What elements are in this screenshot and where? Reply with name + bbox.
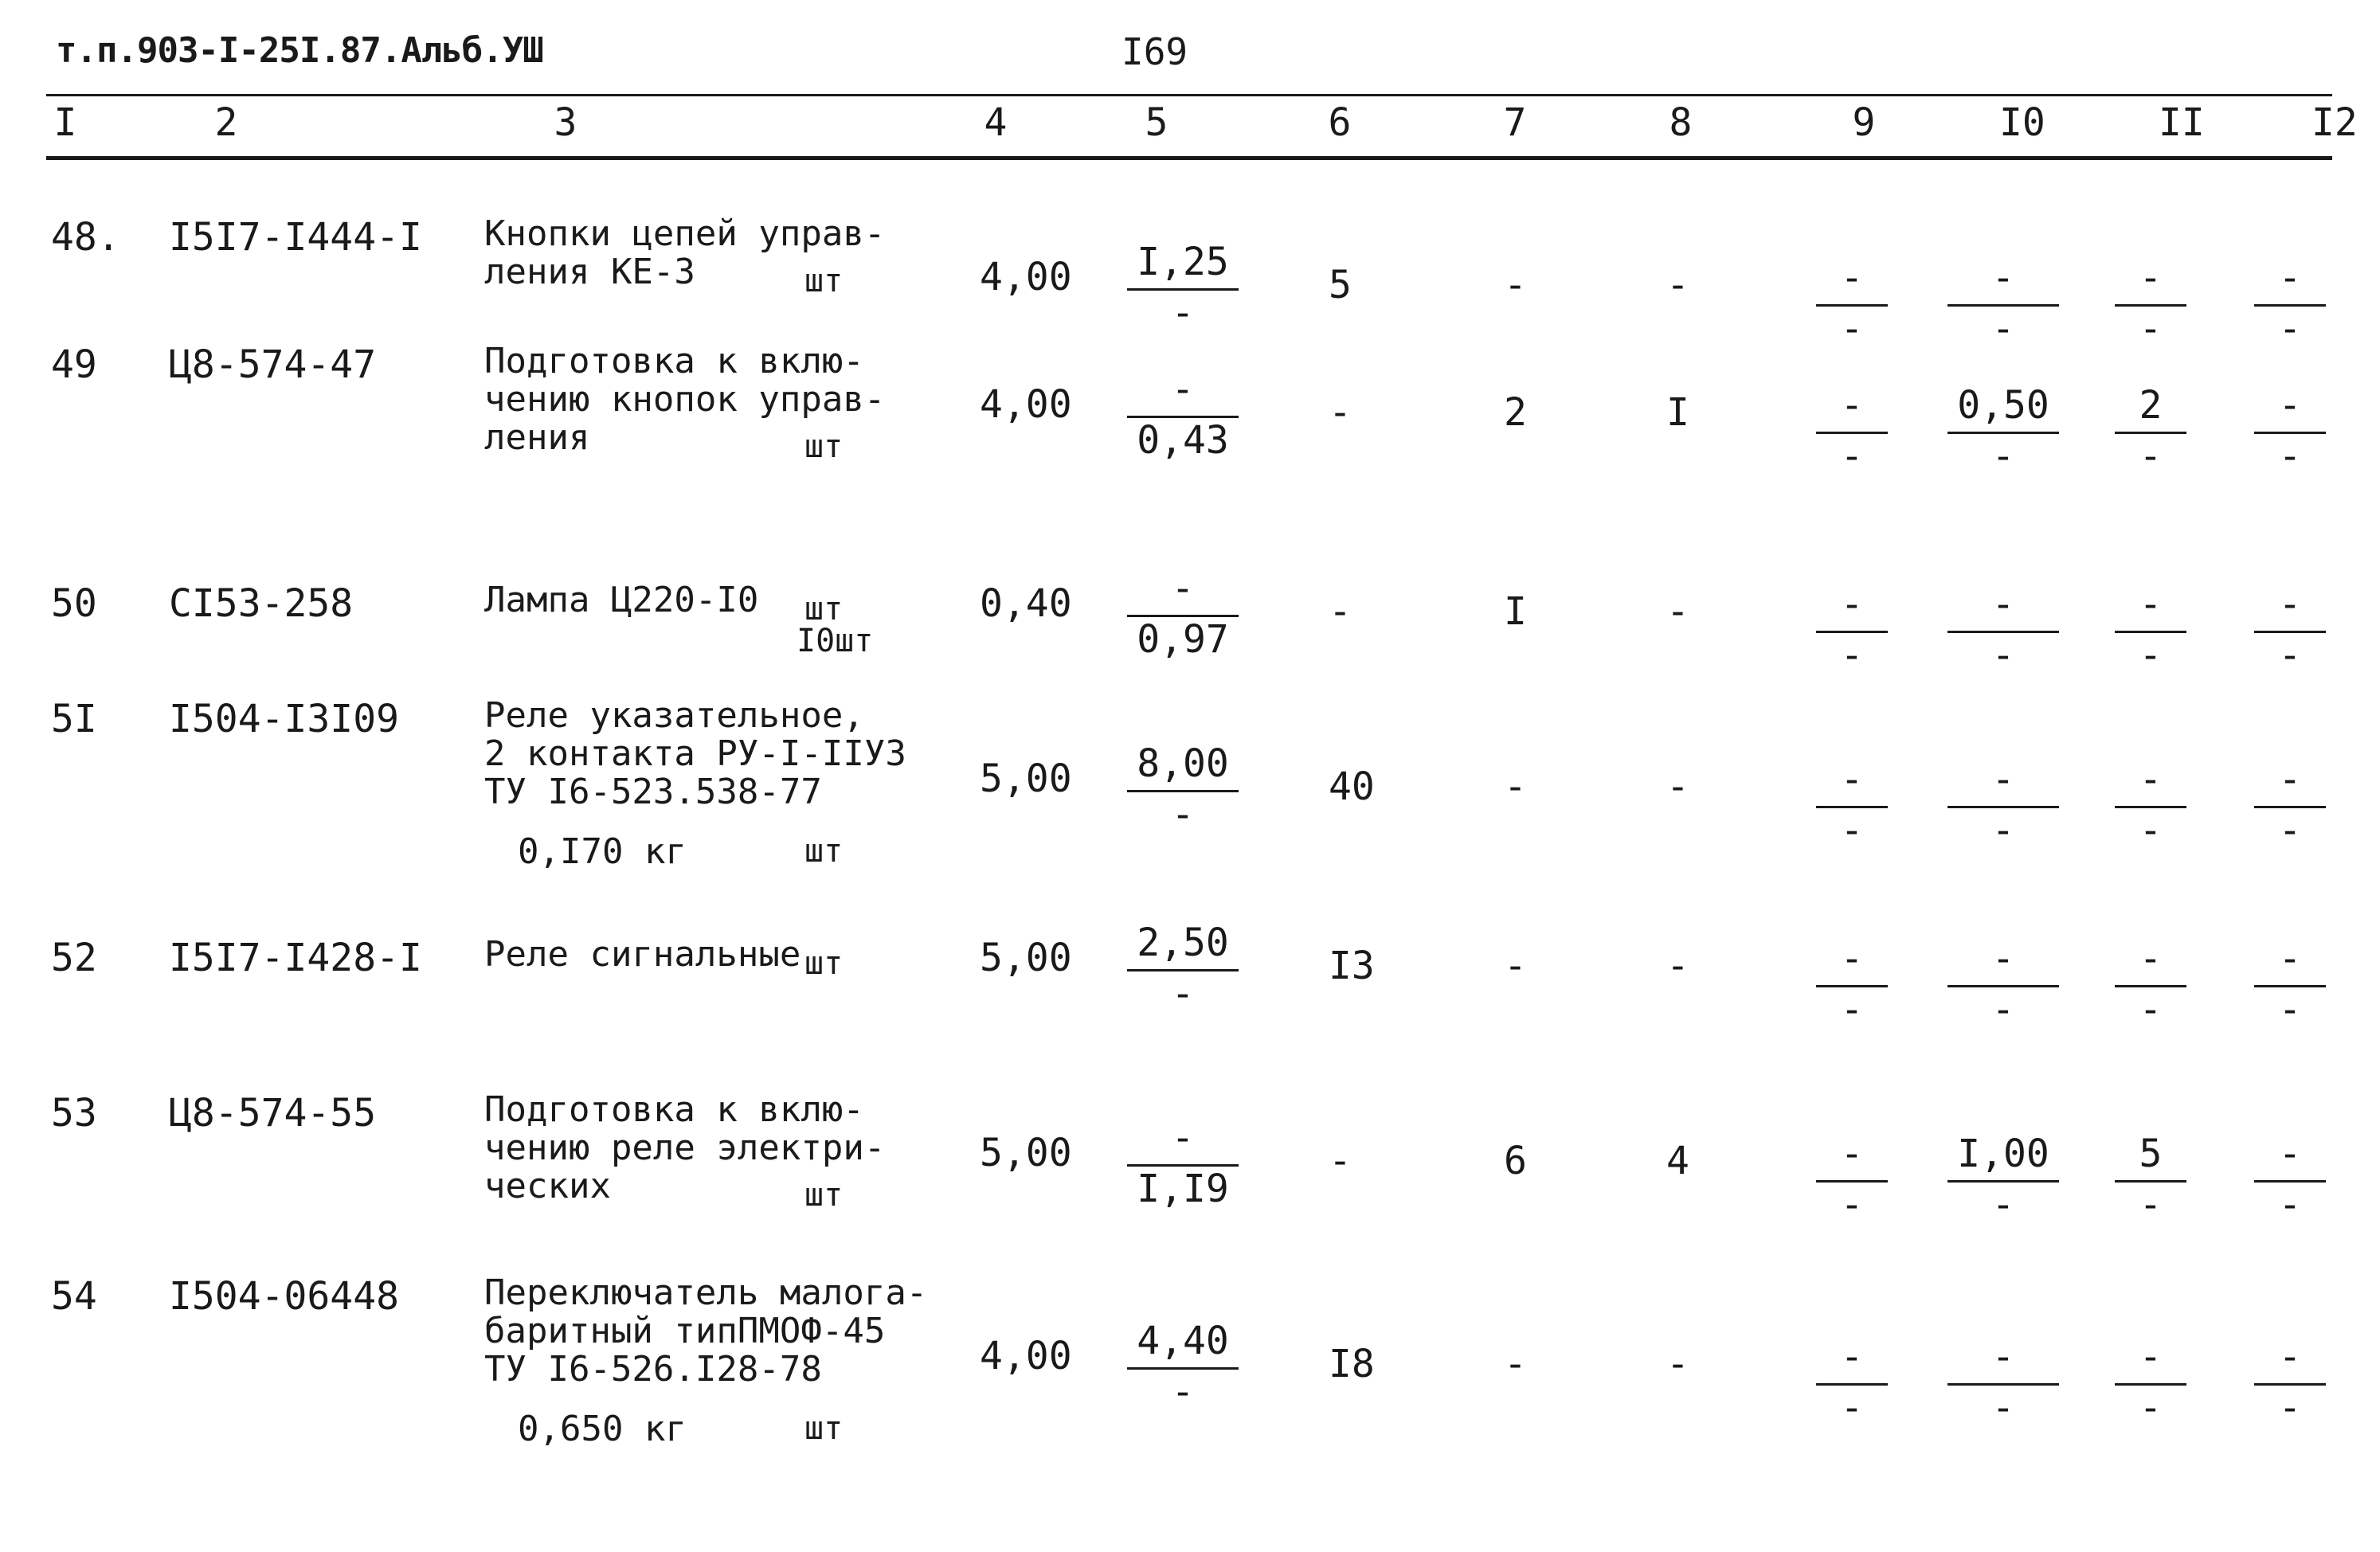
row-number: 54 — [51, 1274, 97, 1319]
col10-fraction-numerator: - — [1991, 1335, 2015, 1379]
col5-fraction — [1127, 920, 1239, 1015]
column-header-4: 4 — [984, 100, 1008, 145]
row-number: 52 — [51, 936, 97, 980]
col10-fraction-numerator: - — [1991, 582, 2015, 627]
col4-value: 5,00 — [980, 756, 1072, 801]
column-header-12: I2 — [2311, 100, 2358, 145]
item-description-line: 2 контакта РУ-I-IIУЗ — [484, 733, 906, 774]
col9-fraction — [1816, 255, 1888, 350]
col11-fraction — [2115, 581, 2186, 677]
col9-fraction-numerator: - — [1840, 1132, 1864, 1176]
item-description-line: Переключатель малога- — [484, 1272, 928, 1313]
col7-value: - — [1504, 263, 1527, 307]
col10-fraction-denominator: - — [1991, 1386, 2015, 1430]
item-description-line: ления КЕ-3 — [484, 252, 695, 292]
page-number: I69 — [1121, 30, 1188, 73]
col10-fraction-denominator: - — [1991, 633, 2015, 678]
col11-fraction-denominator: - — [2139, 434, 2163, 479]
col8-value: 4 — [1666, 1139, 1689, 1183]
col9-fraction — [1816, 1334, 1888, 1429]
col7-value: - — [1504, 944, 1527, 988]
col12-fraction-denominator: - — [2278, 434, 2302, 479]
column-header-2: 2 — [214, 100, 238, 145]
unit-label: шт — [804, 1410, 844, 1447]
row-number: 48. — [51, 215, 120, 260]
document-code: т.п.903-I-25I.87.Альб.УШ — [56, 30, 543, 71]
header-bottom-rule — [46, 156, 2332, 160]
col5-fraction — [1127, 1115, 1239, 1210]
row-number: 53 — [51, 1091, 97, 1136]
item-description-line: баритный типПМОФ-45 — [484, 1311, 886, 1351]
col11-fraction — [2115, 756, 2186, 852]
col4-value: 4,00 — [980, 382, 1072, 427]
col5-fraction-numerator: - — [1171, 1116, 1195, 1160]
col10-fraction — [1947, 382, 2059, 478]
col11-fraction — [2115, 1131, 2186, 1226]
col5-fraction-denominator: I,I9 — [1137, 1167, 1229, 1211]
col9-fraction-numerator: - — [1840, 256, 1864, 300]
col9-fraction-numerator: - — [1840, 757, 1864, 802]
col10-fraction — [1947, 1334, 2059, 1429]
col11-fraction-numerator: - — [2139, 757, 2163, 802]
col12-fraction-numerator: - — [2278, 757, 2302, 802]
col10-fraction — [1947, 255, 2059, 350]
col11-fraction — [2115, 936, 2186, 1031]
col11-fraction-numerator: - — [2139, 1335, 2163, 1379]
col10-fraction-numerator: - — [1991, 757, 2015, 802]
col4-value: 5,00 — [980, 936, 1072, 980]
col9-fraction-numerator: - — [1840, 582, 1864, 627]
col12-fraction — [2254, 1334, 2326, 1429]
column-header-9: 9 — [1852, 100, 1876, 145]
column-header-8: 8 — [1669, 100, 1693, 145]
item-code: I5I7-I444-I — [169, 215, 422, 260]
col5-fraction-numerator: 2,50 — [1137, 921, 1229, 965]
col10-fraction-denominator: - — [1991, 1183, 2015, 1227]
col9-fraction — [1816, 581, 1888, 677]
col4-value: 4,00 — [980, 1334, 1072, 1378]
item-description-line: Реле сигнальные — [484, 934, 801, 975]
item-weight: 0,650 кг — [518, 1409, 687, 1449]
col9-fraction — [1816, 1131, 1888, 1226]
col10-fraction — [1947, 581, 2059, 677]
col5-fraction-denominator: - — [1171, 792, 1195, 837]
col11-fraction-denominator: - — [2139, 1386, 2163, 1430]
col10-fraction-numerator: - — [1991, 936, 2015, 981]
col5-fraction-denominator: - — [1171, 1370, 1195, 1414]
item-code: I5I7-I428-I — [169, 936, 422, 980]
column-header-5: 5 — [1145, 100, 1168, 145]
col9-fraction-denominator: - — [1840, 1386, 1864, 1430]
col5-fraction — [1127, 565, 1239, 661]
item-description-line: Кнопки цепей управ- — [484, 213, 886, 254]
col10-fraction-numerator: I,00 — [1957, 1132, 2049, 1176]
col11-fraction — [2115, 382, 2186, 478]
item-description-line: Реле указательное, — [484, 695, 864, 736]
item-description-line: ТУ I6-526.I28-78 — [484, 1349, 822, 1390]
col7-value: 6 — [1504, 1139, 1527, 1183]
unit-label: шт — [804, 591, 844, 627]
col11-fraction-numerator: 5 — [2139, 1132, 2163, 1176]
col11-fraction-denominator: - — [2139, 808, 2163, 853]
col9-fraction-numerator: - — [1840, 383, 1864, 428]
col12-fraction-numerator: - — [2278, 1335, 2302, 1379]
col11-fraction-denominator: - — [2139, 307, 2163, 351]
col6-value: I3 — [1329, 944, 1375, 988]
column-header-6: 6 — [1328, 100, 1352, 145]
col5-fraction — [1127, 239, 1239, 334]
col9-fraction-denominator: - — [1840, 434, 1864, 479]
item-description-line: чению кнопок управ- — [484, 379, 886, 420]
col12-fraction-numerator: - — [2278, 383, 2302, 428]
col12-fraction — [2254, 255, 2326, 350]
col12-fraction-denominator: - — [2278, 1183, 2302, 1227]
unit-label: шт — [804, 1177, 844, 1214]
col12-fraction — [2254, 1131, 2326, 1226]
col10-fraction — [1947, 936, 2059, 1031]
col9-fraction-numerator: - — [1840, 1335, 1864, 1379]
col9-fraction-numerator: - — [1840, 936, 1864, 981]
col8-value: - — [1666, 944, 1689, 988]
item-code: Ц8-574-47 — [169, 342, 377, 387]
col9-fraction — [1816, 382, 1888, 478]
item-description-line: Подготовка к вклю- — [484, 341, 864, 381]
col8-value: - — [1666, 764, 1689, 809]
col9-fraction-denominator: - — [1840, 633, 1864, 678]
col11-fraction-numerator: - — [2139, 256, 2163, 300]
col6-value: - — [1329, 589, 1352, 634]
col8-value: - — [1666, 589, 1689, 634]
col5-fraction-numerator: 8,00 — [1137, 741, 1229, 786]
col5-fraction-denominator: 0,97 — [1137, 617, 1229, 662]
item-description-line: Лампа Ц220-I0 — [484, 580, 759, 620]
col11-fraction-numerator: - — [2139, 936, 2163, 981]
col5-fraction — [1127, 741, 1239, 836]
col8-value: I — [1666, 390, 1689, 435]
unit-label: шт — [804, 428, 844, 465]
column-header-7: 7 — [1503, 100, 1527, 145]
unit-label-2: I0шт — [797, 623, 874, 659]
col12-fraction — [2254, 756, 2326, 852]
col12-fraction-denominator: - — [2278, 987, 2302, 1032]
col4-value: 4,00 — [980, 255, 1072, 299]
col5-fraction-denominator: - — [1171, 291, 1195, 335]
item-description-line: ческих — [484, 1166, 611, 1206]
column-header-1: I — [53, 100, 77, 145]
header-top-rule — [46, 94, 2332, 96]
col11-fraction-numerator: 2 — [2139, 383, 2163, 428]
col7-value: - — [1504, 764, 1527, 809]
col12-fraction — [2254, 581, 2326, 677]
item-code: CI53-258 — [169, 581, 354, 626]
col12-fraction — [2254, 936, 2326, 1031]
col5-fraction-denominator: - — [1171, 971, 1195, 1016]
col12-fraction-denominator: - — [2278, 307, 2302, 351]
col5-fraction — [1127, 1318, 1239, 1413]
col9-fraction — [1816, 936, 1888, 1031]
col5-fraction-numerator: - — [1171, 367, 1195, 412]
item-code: I504-I3I09 — [169, 697, 399, 741]
col10-fraction-denominator: - — [1991, 987, 2015, 1032]
col12-fraction-numerator: - — [2278, 256, 2302, 300]
col5-fraction-denominator: 0,43 — [1137, 418, 1229, 463]
col11-fraction-denominator: - — [2139, 633, 2163, 678]
col10-fraction-denominator: - — [1991, 808, 2015, 853]
item-code: I504-06448 — [169, 1274, 399, 1319]
col9-fraction — [1816, 756, 1888, 852]
item-description-line: чению реле электри- — [484, 1128, 886, 1168]
col7-value: I — [1504, 589, 1527, 634]
column-header-11: II — [2159, 100, 2205, 145]
col6-value: 5 — [1329, 263, 1352, 307]
col11-fraction-numerator: - — [2139, 582, 2163, 627]
col6-value: 40 — [1329, 764, 1375, 809]
item-description-line: ТУ I6-523.538-77 — [484, 772, 822, 812]
col10-fraction-numerator: 0,50 — [1957, 383, 2049, 428]
item-description-line: ления — [484, 417, 590, 458]
col8-value: - — [1666, 263, 1689, 307]
row-number: 5I — [51, 697, 97, 741]
col12-fraction — [2254, 382, 2326, 478]
col11-fraction-denominator: - — [2139, 1183, 2163, 1227]
col9-fraction-denominator: - — [1840, 1183, 1864, 1227]
col10-fraction-numerator: - — [1991, 256, 2015, 300]
col6-value: - — [1329, 390, 1352, 435]
col12-fraction-denominator: - — [2278, 808, 2302, 853]
col12-fraction-numerator: - — [2278, 582, 2302, 627]
unit-label: шт — [804, 833, 844, 870]
row-number: 50 — [51, 581, 97, 626]
col9-fraction-denominator: - — [1840, 307, 1864, 351]
col10-fraction — [1947, 1131, 2059, 1226]
col9-fraction-denominator: - — [1840, 987, 1864, 1032]
col11-fraction — [2115, 1334, 2186, 1429]
col5-fraction-numerator: - — [1171, 566, 1195, 611]
col5-fraction — [1127, 366, 1239, 462]
col5-fraction-numerator: I,25 — [1137, 240, 1229, 284]
col4-value: 0,40 — [980, 581, 1072, 626]
column-header-3: 3 — [554, 100, 577, 145]
item-description-line: Подготовка к вклю- — [484, 1089, 864, 1130]
unit-label: шт — [804, 263, 844, 299]
col12-fraction-numerator: - — [2278, 936, 2302, 981]
col10-fraction-denominator: - — [1991, 434, 2015, 479]
col12-fraction-numerator: - — [2278, 1132, 2302, 1176]
col11-fraction-denominator: - — [2139, 987, 2163, 1032]
col8-value: - — [1666, 1342, 1689, 1386]
col12-fraction-denominator: - — [2278, 1386, 2302, 1430]
col10-fraction-denominator: - — [1991, 307, 2015, 351]
col5-fraction-numerator: 4,40 — [1137, 1319, 1229, 1363]
row-number: 49 — [51, 342, 97, 387]
col9-fraction-denominator: - — [1840, 808, 1864, 853]
col6-value: I8 — [1329, 1342, 1375, 1386]
col12-fraction-denominator: - — [2278, 633, 2302, 678]
item-code: Ц8-574-55 — [169, 1091, 377, 1136]
column-header-10: I0 — [1999, 100, 2045, 145]
col4-value: 5,00 — [980, 1131, 1072, 1175]
item-weight: 0,I70 кг — [518, 831, 687, 872]
col7-value: - — [1504, 1342, 1527, 1386]
col6-value: - — [1329, 1139, 1352, 1183]
col7-value: 2 — [1504, 390, 1527, 435]
unit-label: шт — [804, 945, 844, 982]
col11-fraction — [2115, 255, 2186, 350]
col10-fraction — [1947, 756, 2059, 852]
